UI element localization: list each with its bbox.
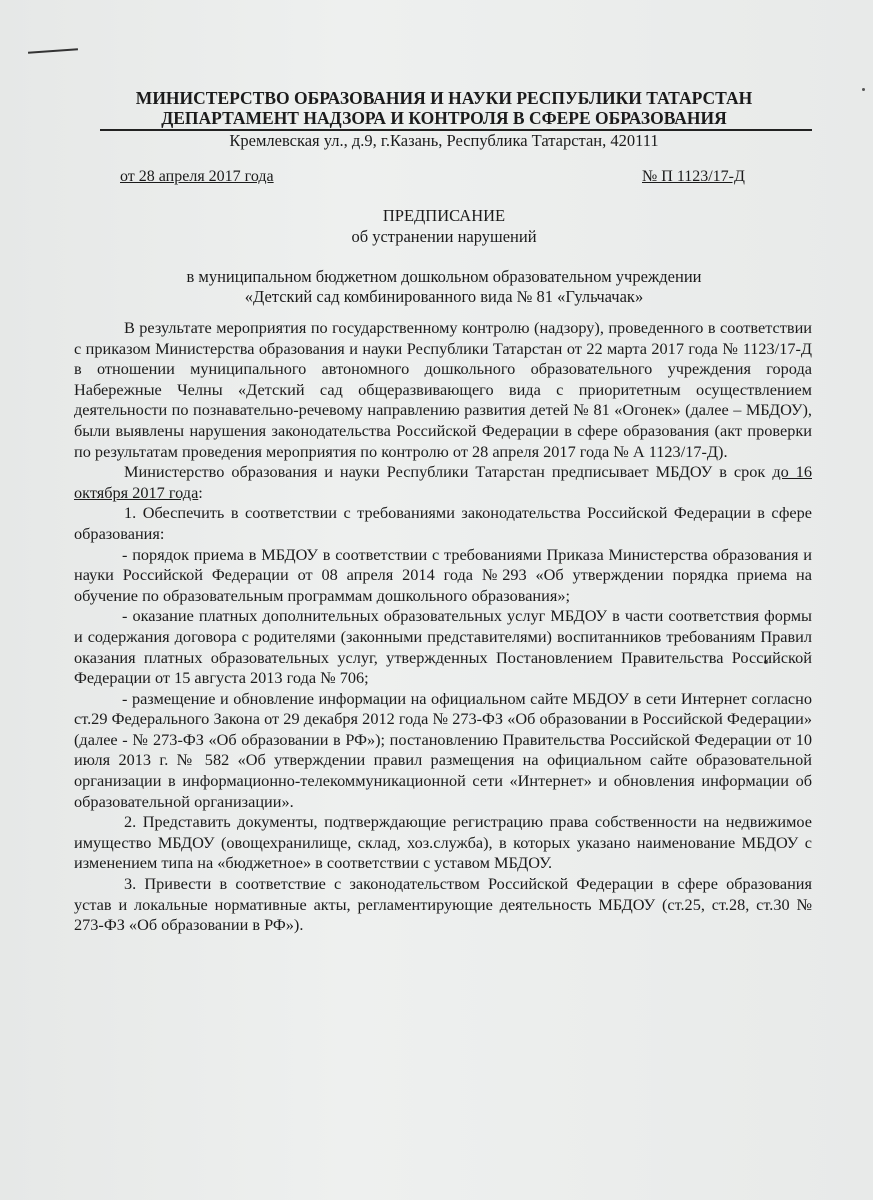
document-number: № П 1123/17-Д — [642, 168, 745, 185]
document-title: ПРЕДПИСАНИЕ — [382, 206, 506, 225]
item-3: 3. Привести в соответствие с законодательством Российской Федерации в сфере образования устав и локальные нормативные акты, регламентирующие деятельность МБДОУ (ст.25, ст.28, ст.30 № 273-ФЗ «Об образовании в РФ»). — [74, 874, 812, 935]
document-date: от 28 апреля 2017 года — [120, 168, 274, 185]
item-2: 2. Представить документы, подтверждающие регистрацию права собственности на недвижимое имущество МБДОУ (овощехранилище, склад, хоз.служба), в которых указано наименование МБДОУ с изменением типа на «бюджетное» в соответствии с уставом МБДОУ. — [74, 812, 812, 873]
address: Кремлевская ул., д.9, г.Казань, Республика Татарстан, 420111 — [229, 131, 659, 150]
recipient-line-2: «Детский сад комбинированного вида № 81 «Гульчачак» — [244, 287, 644, 306]
document-subtitle: об устранении нарушений — [351, 227, 537, 246]
item-1: 1. Обеспечить в соответствии с требованиями законодательства Российской Федерации в сфере образования: — [74, 503, 812, 543]
prescription-paragraph — [74, 462, 812, 503]
department-name: ДЕПАРТАМЕНТ НАДЗОРА И КОНТРОЛЯ В СФЕРЕ ОБРАЗОВАНИЯ — [161, 108, 727, 128]
recipient-line-1: в муниципальном бюджетном дошкольном образовательном учреждении — [186, 267, 702, 286]
intro-paragraph: В результате мероприятия по государственному контролю (надзору), проведенного в соответствии с приказом Министерства образования и науки Республики Татарстан от 22 марта 2017 года № 1123/17-Д в отношении муниципального автономного дошкольного образовательного учреждения города Набережные Челны «Детский сад общеразвивающего вида с приоритетным осуществлением деятельности по познавательно-речевому направлению развития детей № 81 «Огонек» (далее – МБДОУ), были выявлены нарушения законодательства Российской Федерации в сфере образования (акт проверки по результатам проведения мероприятия по контролю от 28 апреля 2017 года № А 1123/17-Д). — [74, 318, 812, 461]
item-1-a: - порядок приема в МБДОУ в соответствии с требованиями Приказа Министерства образования и науки Российской Федерации от 08 апреля 2014 года №293 «Об утверждении порядка приема на обучение по образовательным программам дошкольного образования»; — [74, 544, 812, 605]
ministry-name: МИНИСТЕРСТВО ОБРАЗОВАНИЯ И НАУКИ РЕСПУБЛИКИ ТАТАРСТАН — [135, 88, 753, 108]
prescription-colon: : — [198, 482, 203, 502]
scan-speck — [862, 88, 865, 91]
item-1-c: - размещение и обновление информации на официальном сайте МБДОУ в сети Интернет согласно ст.29 Федерального Закона от 29 декабря 2012 года № 273-ФЗ «Об образовании в Российской Федерации» (далее - № 273-ФЗ «Об образовании в РФ»); постановлению Правительства Российской Федерации от 10 июля 2013 г. № 582 «Об утверждении правил размещения на официальном сайте образовательной организации в информационно-телекоммуникационной сети «Интернет» и обновления информации об образовательной организации». — [74, 688, 812, 811]
deadline: до 16 октября 2017 года — [74, 462, 812, 502]
item-1-b: - оказание платных дополнительных образовательных услуг МБДОУ в части соответствия формы и содержания договора с родителями (законными представителями) воспитанников требованиям Правил оказания платных образовательных услуг, утвержденных Постановлением Правительства Российской Федерации от 15 августа 2013 года № 706; — [74, 606, 812, 688]
scan-pen-mark — [28, 48, 78, 53]
document-body — [74, 318, 812, 936]
prescription-text: Министерство образования и науки Республики Татарстан предписывает МБДОУ в срок — [124, 462, 773, 482]
